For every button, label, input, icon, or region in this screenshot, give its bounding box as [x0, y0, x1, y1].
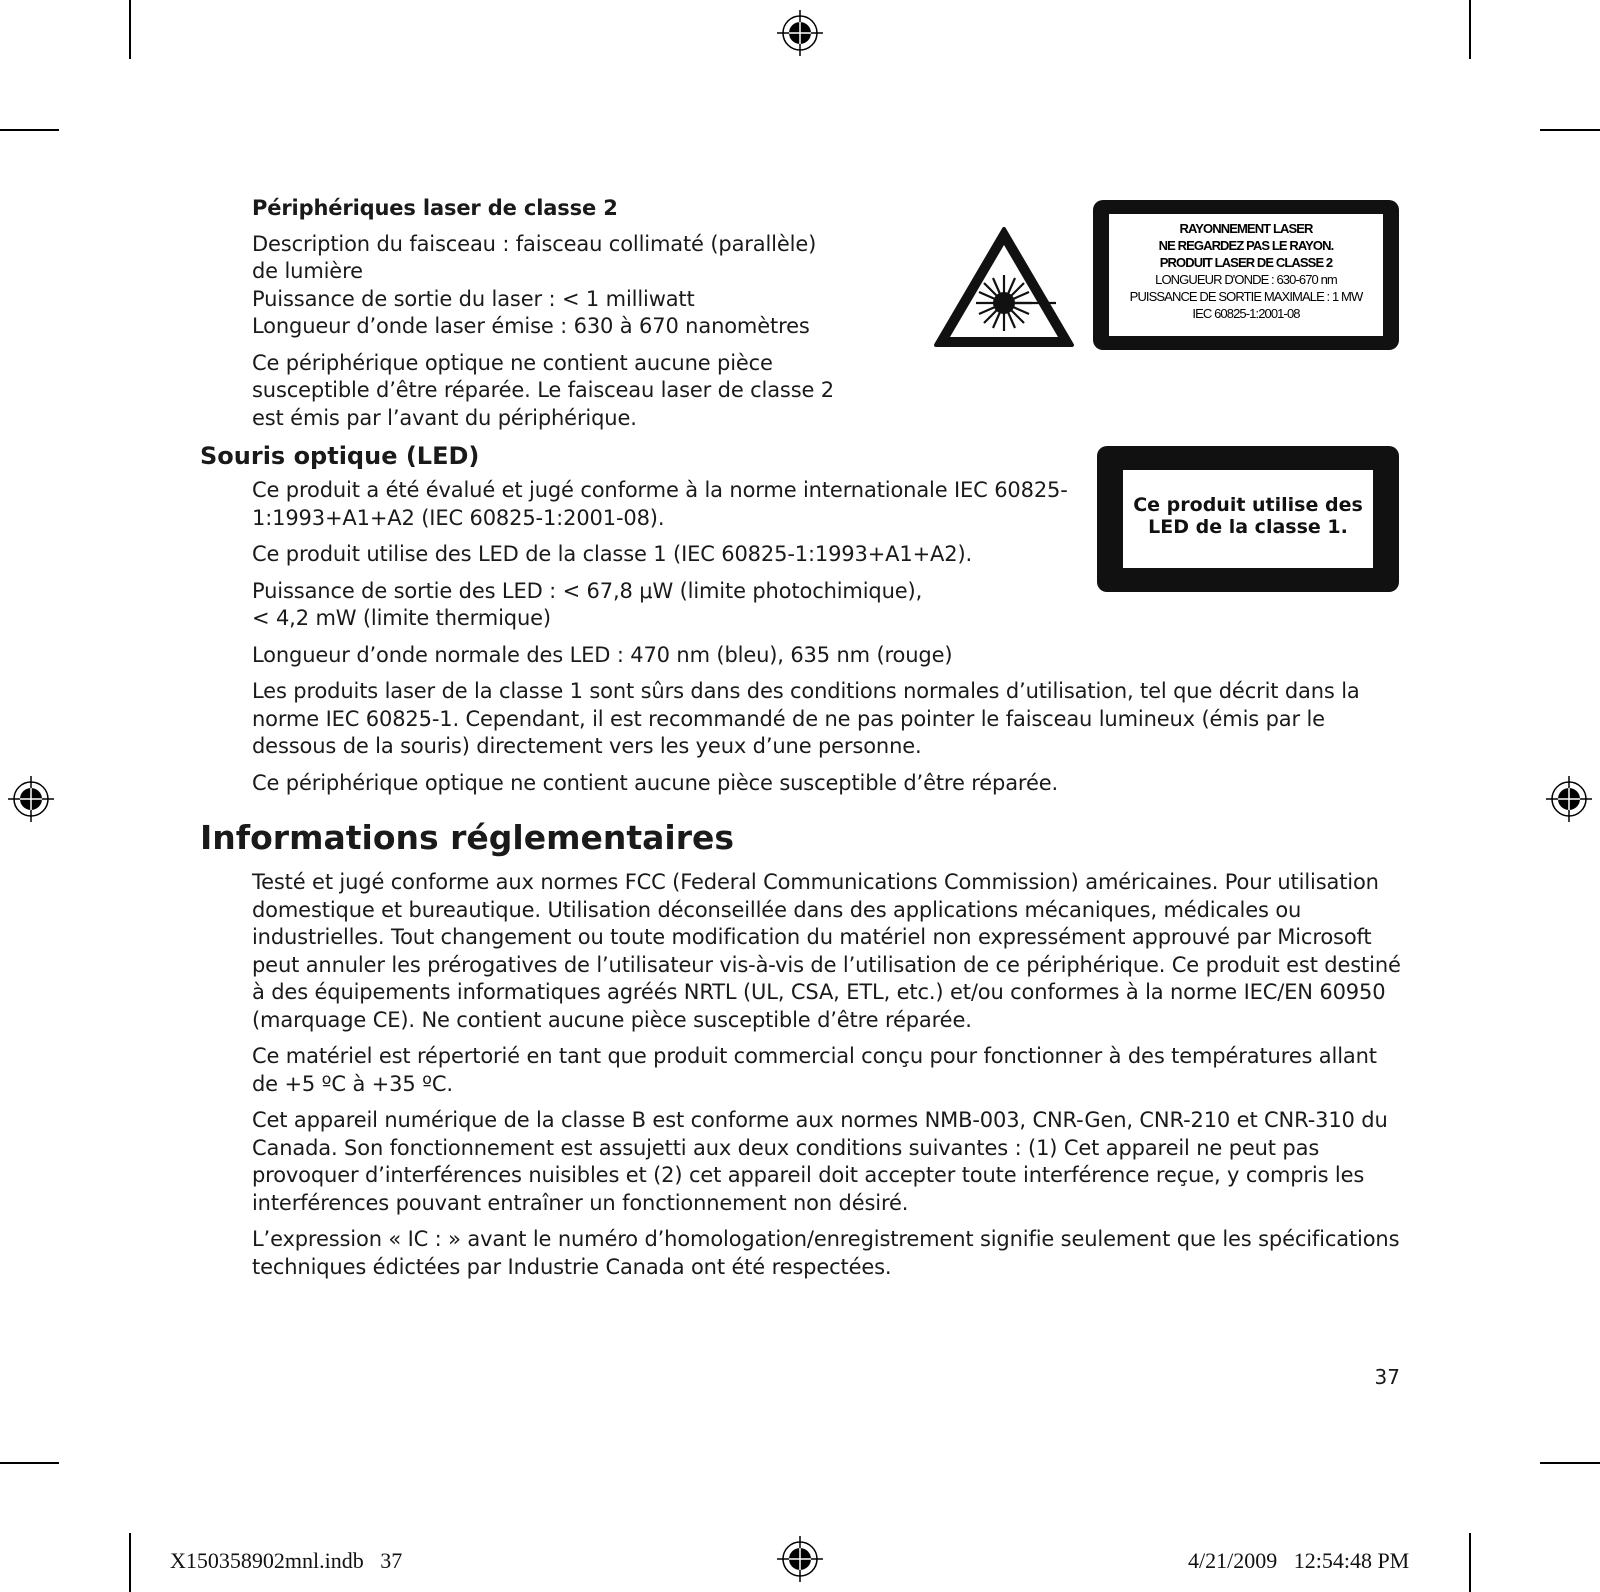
regulatory-paragraph: L’expression « IC : » avant le numéro d’homologation/enregistrement signifie seulement que les spécifications techniques édictées par Industrie Canada ont été respectées. — [252, 1227, 1400, 1279]
label-line: NE REGARDEZ PAS LE RAYON. — [1158, 238, 1334, 253]
registration-mark-icon — [1546, 776, 1592, 822]
repair-line: Ce périphérique optique ne contient aucune pièce — [252, 350, 773, 375]
led-paragraph: Ce produit utilise des LED de la classe 1 (IEC 60825-1:1993+A1+A2). — [252, 542, 973, 566]
crop-mark — [0, 1462, 59, 1464]
registration-mark-icon — [8, 776, 54, 822]
footer-datetime: 4/21/2009 12:54:48 PM — [1188, 1548, 1410, 1573]
label-line: IEC 60825-1:2001-08 — [1192, 306, 1300, 321]
laser-label-inner — [1109, 214, 1383, 336]
crop-mark — [1540, 1462, 1600, 1464]
laser-beam-description — [252, 231, 872, 341]
crop-mark — [1540, 129, 1600, 131]
crop-mark — [1469, 0, 1471, 59]
laser-warning-icon — [932, 225, 1076, 353]
label-line: PUISSANCE DE SORTIE MAXIMALE : 1 MW — [1129, 289, 1363, 304]
regulatory-paragraph: Ce matériel est répertorié en tant que produit commercial conçu pour fonctionner à des températures allant de +5 ºC à +35 ºC. — [252, 1044, 1377, 1096]
beam-line: Description du faisceau : faisceau collimaté (parallèle) — [252, 231, 817, 256]
led-paragraph: Ce produit a été évalué et jugé conforme à la norme internationale IEC 60825-1:1993+A1+A2 (IEC 60825-1:2001-08). — [252, 478, 1068, 530]
registration-mark-icon — [777, 10, 823, 56]
regulatory-section — [252, 869, 1402, 1290]
regulatory-paragraph: Testé et jugé conforme aux normes FCC (Federal Communications Commission) américaines. Pour utilisation domestique et bureautique. Utilisation déconseillée dans des applications mécaniques, médicales ou industrielles. Tout changement ou toute modification du matériel non expressément approuvé par Microsoft peut annuler les prérogatives de l’utilisateur vis-à-vis de l’utilisation de ce périphérique. Ce produit est destiné à des équipements informatiques agréés NRTL (UL, CSA, ETL, etc.) et/ou conformes à la norme IEC/EN 60950 (marquage CE). Ne contient aucune pièce susceptible d’être réparée. — [252, 870, 1401, 1032]
crop-mark — [129, 0, 131, 59]
repair-line: est émis par l’avant du périphérique. — [252, 405, 637, 430]
led-paragraph: Ce périphérique optique ne contient aucune pièce susceptible d’être réparée. — [252, 770, 1059, 795]
laser-section — [252, 195, 872, 441]
crop-mark — [0, 129, 59, 131]
laser-repair-note — [252, 350, 872, 433]
led-label-inner — [1123, 470, 1373, 568]
crop-mark — [1469, 1533, 1471, 1592]
label-line: RAYONNEMENT LASER — [1179, 221, 1313, 236]
led-heading: Souris optique (LED) — [200, 442, 480, 470]
laser-class-2-label — [1093, 200, 1399, 350]
led-class-1-label — [1097, 446, 1399, 592]
regulatory-heading: Informations réglementaires — [200, 818, 734, 857]
beam-line: de lumière — [252, 259, 363, 283]
led-label-line: Ce produit utilise des — [1133, 494, 1363, 516]
beam-line: Longueur d’onde laser émise : 630 à 670 nanomètres — [252, 314, 810, 338]
repair-line: susceptible d’être réparée. Le faisceau laser de classe 2 — [252, 378, 835, 402]
laser-heading: Périphériques laser de classe 2 — [252, 196, 618, 220]
registration-mark-icon — [777, 1536, 823, 1582]
label-line: PRODUIT LASER DE CLASSE 2 — [1159, 255, 1333, 270]
regulatory-paragraph: Cet appareil numérique de la classe B est conforme aux normes NMB-003, CNR-Gen, CNR-210 et CNR-310 du Canada. Son fonctionnement est assujetti aux deux conditions suivantes : (1) Cet appareil ne peut pas provoquer d’interférences nuisibles et (2) cet appareil doit accepter toute interférence reçue, y compris les interférences pouvant entraîner un fonctionnement non désiré. — [252, 1108, 1388, 1215]
led-paragraph: Les produits laser de la classe 1 sont sûrs dans des conditions normales d’utilisation, tel que décrit dans la norme IEC 60825-1. Cependant, il est recommandé de ne pas pointer le faisceau lumineux (émis par le dessous de la souris) directement vers les yeux d’une personne. — [252, 679, 1360, 758]
beam-line: Puissance de sortie du laser : < 1 milliwatt — [252, 286, 695, 311]
led-output-line: Puissance de sortie des LED : < 67,8 μW (limite photochimique), — [252, 578, 923, 603]
led-paragraph: Longueur d’onde normale des LED : 470 nm (bleu), 635 nm (rouge) — [252, 642, 953, 667]
footer-filename: X150358902mnl.indb 37 — [170, 1548, 403, 1573]
led-output-line: < 4,2 mW (limite thermique) — [252, 606, 551, 630]
page-number: 37 — [1374, 1365, 1400, 1389]
crop-mark — [129, 1533, 131, 1592]
label-line: LONGUEUR D'ONDE : 630-670 nm — [1155, 272, 1337, 287]
led-label-line: LED de la classe 1. — [1148, 516, 1348, 538]
